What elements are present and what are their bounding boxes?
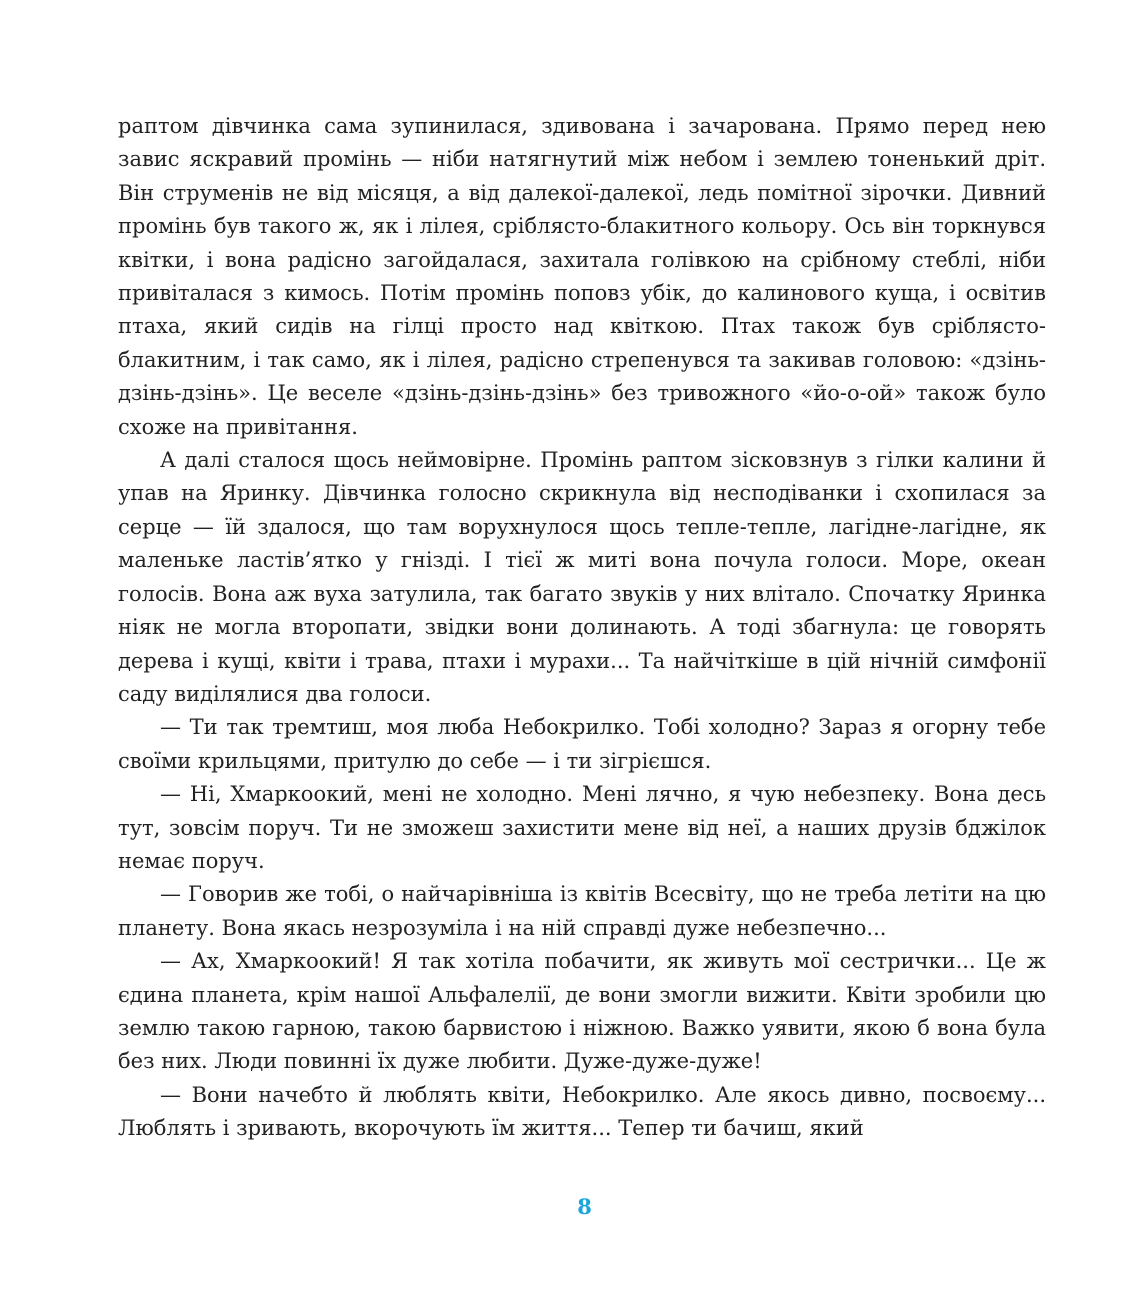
paragraph-4: — Ні, Хмаркоокий, мені не холодно. Мені лячно, я чую небезпеку. Вона десь тут, зовсім поруч. Ти не зможеш захистити мене від неї, а наших друзів бджілок немає поруч. — [118, 782, 1046, 873]
paragraph-3: — Ти так тремтиш, моя люба Небокрилко. Тобі холодно? Зараз я огорну тебе своїми крильцями, притулю до себе — і ти зігрієшся. — [118, 715, 1046, 773]
paragraph-5: — Говорив же тобі, о найчарівніша із квітів Всесвіту, що не треба летіти на цю планету. Вона якась незрозуміла і на ній справді дуже небезпечно... — [118, 882, 1046, 940]
page-body — [118, 110, 1046, 1146]
paragraph-2: А далі сталося щось неймовірне. Промінь раптом зісковзнув з гілки калини й упав на Яринку. Дівчинка голосно скрикнула від несподіванки і схопилася за серце — їй здалося, що там ворухнулося щось тепле-тепле, лагідне-лагідне, як маленьке ластів’ятко у гнізді. І тієї ж миті вона почула голоси. Море, океан голосів. Вона аж вуха затулила, так багато звуків у них влітало. Спочатку Яринка ніяк не могла второпати, звідки вони долинають. А тоді збагнула: це говорять дерева і кущі, квіти і трава, птахи і мурахи... Та найчіткіше в цій нічній симфонії саду виділялися два голоси. — [118, 448, 1046, 706]
paragraph-1: раптом дівчинка сама зупинилася, здивована і зачарована. Прямо перед нею завис яскравий промінь — ніби натягнутий між небом і землею тоненький дріт. Він струменів не від місяця, а від далекої-далекої, ледь помітної зірочки. Дивний промінь був такого ж, як і лілея, сріблясто-блакитного кольору. Ось він торкнувся квітки, і вона радісно загойдалася, захитала голівкою на срібному стеблі, ніби привіталася з кимось. Потім промінь поповз убік, до калинового куща, і освітив птаха, який сидів на гілці просто над квіткою. Птах також був сріблясто-блакитним, і так само, як і лілея, радісно стрепенувся та закивав головою: «дзінь-дзінь-дзінь». Це веселе «дзінь-дзінь-дзінь» без тривожного «йо-о-ой» також було схоже на привітання. — [118, 114, 1046, 439]
paragraph-6: — Ах, Хмаркоокий! Я так хотіла побачити, як живуть мої сестрички... Це ж єдина планета, крім нашої Альфалелії, де вони змогли вижити. Квіти зробили цю землю такою гарною, такою барвистою і ніжною. Важко уявити, якою б вона була без них. Люди повинні їх дуже любити. Дуже-дуже-дуже! — [118, 949, 1046, 1074]
paragraph-7: — Вони начебто й люблять квіти, Небокрилко. Але якось дивно, посвоєму... Люблять і зривають, вкорочують їм життя... Тепер ти бачиш, який — [118, 1082, 1046, 1141]
page-number: 8 — [577, 1194, 592, 1219]
